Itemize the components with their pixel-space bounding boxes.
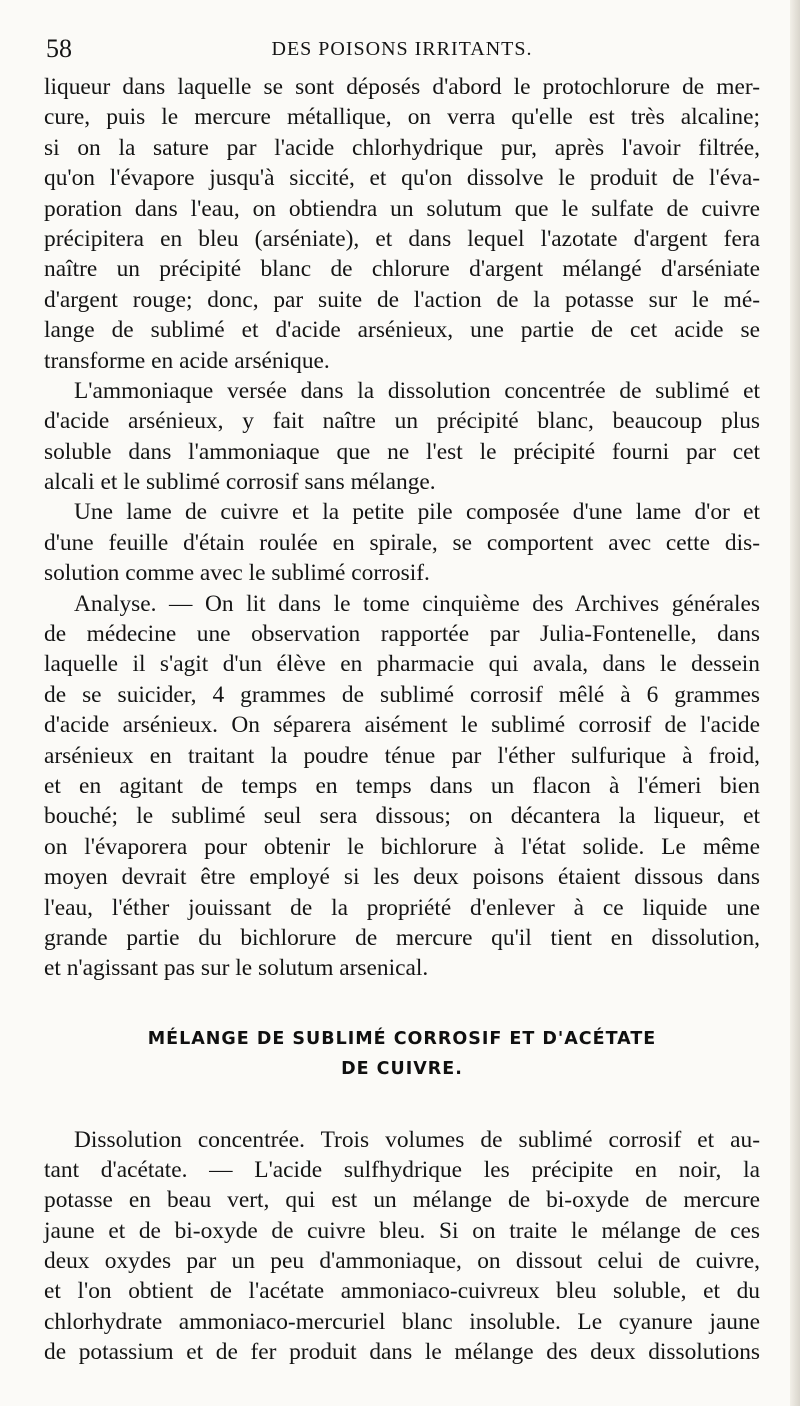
section-spacer	[44, 1085, 760, 1125]
text-line: alcali et le sublimé corrosif sans mélange.	[44, 469, 436, 496]
text-line: de potassium et de fer produit dans le mélange des deux dissolutions	[44, 1339, 760, 1366]
text-line: d'acide arsénieux. On séparera aisément le sublimé corrosif de l'acide	[44, 712, 760, 739]
text-line: arsénieux en traitant la poudre ténue par l'éther sulfurique à froid,	[44, 742, 760, 769]
text-line: et en agitant de temps en temps dans un flacon à l'émeri bien	[44, 772, 760, 799]
text-line: Analyse. — On lit dans le tome cinquième des Archives générales	[74, 590, 760, 617]
text-line: potasse en beau vert, qui est un mélange de bi-oxyde de mercure	[44, 1187, 760, 1214]
text-line: naître un précipité blanc de chlorure d'argent mélangé d'arséniate	[44, 256, 760, 283]
text-line: deux oxydes par un peu d'ammoniaque, on dissout celui de cuivre,	[44, 1248, 760, 1275]
text-line: soluble dans l'ammoniaque que ne l'est le précipité fourni par cet	[44, 438, 760, 465]
section-heading-line2: DE CUIVRE.	[341, 1059, 463, 1080]
text-line: jaune et de bi-oxyde de cuivre bleu. Si on traite le mélange de ces	[44, 1217, 760, 1244]
text-line: laquelle il s'agit d'un élève en pharmacie qui avala, dans le dessein	[44, 651, 760, 678]
text-line: l'eau, l'éther jouissant de la propriété d'enlever à ce liquide une	[44, 894, 760, 921]
text-line: on l'évaporera pour obtenir le bichlorure à l'état solide. Le même	[44, 833, 760, 860]
text-line: tant d'acétate. — L'acide sulfhydrique les précipite en noir, la	[44, 1156, 760, 1183]
text-line: précipitera en bleu (arséniate), et dans lequel l'azotate d'argent fera	[44, 225, 760, 252]
running-title: DES POISONS IRRITANTS.	[271, 38, 533, 60]
page-number: 58	[46, 34, 72, 63]
page-header	[46, 32, 758, 66]
text-line: Dissolution concentrée. Trois volumes de sublimé corrosif et au-	[74, 1126, 760, 1153]
text-line: et n'agissant pas sur le solutum arsenical.	[44, 955, 429, 982]
text-line: lange de sublimé et d'acide arsénieux, une partie de cet acide se	[44, 317, 760, 344]
text-line: liqueur dans laquelle se sont déposés d'abord le protochlorure de mer-	[44, 74, 760, 100]
text-line: et l'on obtient de l'acétate ammoniaco-cuivreux bleu soluble, et du	[44, 1278, 760, 1305]
section-heading-line1: MÉLANGE DE SUBLIMÉ CORROSIF ET D'ACÉTATE	[147, 1028, 657, 1049]
text-line: grande partie du bichlorure de mercure qu'il tient en dissolution,	[44, 924, 760, 951]
text-line: solution comme avec le sublimé corrosif.	[44, 560, 430, 587]
text-line: moyen devrait être employé si les deux poisons étaient dissous dans	[44, 864, 760, 891]
text-line: chlorhydrate ammoniaco-mercuriel blanc insoluble. Le cyanure jaune	[44, 1308, 760, 1335]
text-line: transforme en acide arsénique.	[44, 347, 330, 374]
text-line: de médecine une observation rapportée par Julia-Fontenelle, dans	[44, 621, 760, 648]
text-line: Une lame de cuivre et la petite pile composée d'une lame d'or et	[74, 499, 760, 526]
section-spacer	[44, 984, 760, 1024]
text-line: cure, puis le mercure métallique, on verra qu'elle est très alcaline;	[44, 104, 760, 131]
text-line: si on la sature par l'acide chlorhydrique pur, après l'avoir filtrée,	[44, 134, 760, 161]
text-line: de se suicider, 4 grammes de sublimé corrosif mêlé à 6 grammes	[44, 681, 760, 708]
text-line: poration dans l'eau, on obtiendra un solutum que le sulfate de cuivre	[44, 195, 760, 222]
text-line: L'ammoniaque versée dans la dissolution concentrée de sublimé et	[74, 377, 760, 404]
text-line: d'argent rouge; donc, par suite de l'action de la potasse sur le mé-	[44, 286, 760, 313]
page-edge-shadow	[790, 0, 800, 1406]
text-line: d'une feuille d'étain roulée en spirale, se comportent avec cette dis-	[44, 529, 760, 556]
body-text	[44, 72, 760, 1368]
text-line: d'acide arsénieux, y fait naître un précipité blanc, beaucoup plus	[44, 408, 760, 435]
text-line: bouché; le sublimé seul sera dissous; on décantera la liqueur, et	[44, 803, 760, 830]
text-line: qu'on l'évapore jusqu'à siccité, et qu'on dissolve le produit de l'éva-	[44, 165, 760, 192]
